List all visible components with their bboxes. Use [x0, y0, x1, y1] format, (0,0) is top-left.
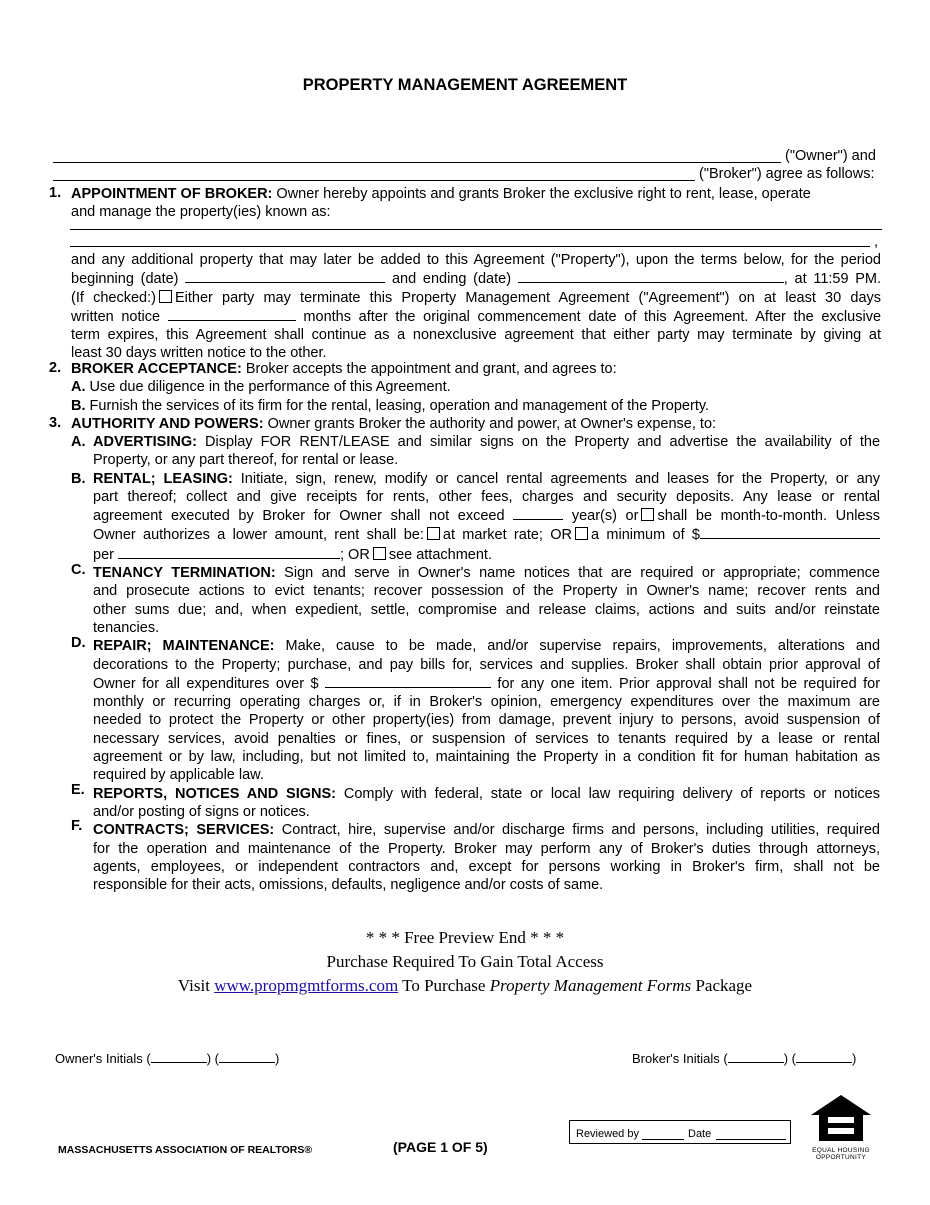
market-rate-checkbox[interactable]	[427, 527, 440, 540]
to-purchase-text: To Purchase	[402, 976, 486, 995]
ending-label: and ending (date)	[391, 271, 512, 288]
early-termination-text: Either party may terminate this Property Management Agreement ("Agreement") on at least 30 days	[174, 289, 882, 306]
subsection-c-label: C.	[71, 562, 86, 579]
section-1-text-2: and manage the property(ies) known as:	[71, 204, 331, 221]
contracts-heading: CONTRACTS; SERVICES:	[93, 822, 275, 839]
equal-housing-text-1: EQUAL HOUSING	[812, 1147, 870, 1154]
expenditure-limit-field[interactable]	[325, 674, 491, 688]
repair-heading: REPAIR; MAINTENANCE:	[93, 638, 275, 655]
section-1	[71, 185, 881, 222]
section-3-heading: AUTHORITY AND POWERS:	[71, 416, 264, 432]
subsection-e-label: E.	[71, 781, 85, 798]
market-rate-text: at market rate; OR	[442, 527, 573, 544]
see-attachment-text: see attachment.	[388, 546, 492, 563]
org-name: MASSACHUSETTS ASSOCIATION OF REALTORS®	[58, 1144, 313, 1156]
repair-text-4: monthly or recurring operating charges or, if in Broker's opinion, emergency expenditures over the maximum are	[93, 694, 880, 711]
contracts-text-2: for the operation and maintenance of the Property. Broker may perform any of Broker's duties through attorneys,	[93, 840, 880, 857]
beginning-date-field[interactable]	[185, 269, 385, 283]
section-3	[71, 415, 881, 433]
minimum-rent-text: a minimum of $	[591, 527, 700, 544]
subsection-labels	[71, 433, 93, 836]
tenancy-text-1: Sign and serve in Owner's name notices that are required or appropriate; commence	[284, 565, 880, 582]
beginning-label: beginning (date)	[71, 271, 179, 288]
reports-text-1: Comply with federal, state or local law requiring delivery of reports or notices	[343, 785, 880, 802]
see-attachment-checkbox[interactable]	[373, 547, 386, 560]
contracts-text-1: Contract, hire, supervise and/or discharge firms and persons, including utilities, required	[281, 822, 880, 839]
equal-housing-icon	[809, 1093, 873, 1143]
reports-heading: REPORTS, NOTICES AND SIGNS:	[93, 785, 337, 802]
section-2b-text: Furnish the services of its firm for the rental, leasing, operation and management of the Property.	[89, 397, 710, 414]
reports-text-2: and/or posting of signs or notices.	[93, 803, 310, 820]
section-1-terms	[71, 251, 881, 363]
section-2-text: Broker accepts the appointment and grant, and agrees to:	[245, 361, 617, 377]
months-text: months after the original commencement date of this Agreement. After the exclusive	[303, 308, 882, 325]
advertising-text: Display FOR RENT/LEASE and similar signs on the Property and advertise the availability of the	[205, 434, 881, 450]
section-2-heading: BROKER ACCEPTANCE:	[71, 361, 242, 377]
rent-period-field[interactable]	[118, 545, 340, 559]
owner-initials-field-1[interactable]	[151, 1051, 207, 1063]
section-2a-label: A.	[71, 379, 86, 396]
repair-text-2: decorations to the Property; purchase, and pay bills for, services and supplies. Broker shall obtain prior approval of	[93, 656, 880, 673]
broker-initials-label: Broker's Initials	[632, 1051, 720, 1066]
term-paragraph-line-1: and any additional property that may later be added to this Agreement ("Property"), upon the terms below, for the period	[71, 252, 881, 268]
preview-end-notice: * * * Free Preview End * * *	[365, 928, 565, 947]
advertising-heading: ADVERTISING:	[93, 434, 197, 450]
expenditure-text: Owner for all expenditures over $	[93, 675, 319, 692]
notice-months-field[interactable]	[168, 307, 296, 321]
subsection-a-label: A.	[71, 434, 86, 450]
tenancy-text-3: other sums due; and, when expedient, settle, compromise and release claims, actions and suits and/or reinstate	[93, 601, 880, 618]
reviewed-by-box	[569, 1120, 791, 1144]
property-address-line-1[interactable]	[70, 229, 882, 230]
rental-text-3: agreement executed by Broker for Owner shall not exceed	[93, 508, 505, 525]
section-2b-label: B.	[71, 397, 86, 414]
date-label: Date	[688, 1128, 712, 1140]
broker-initials: Broker's Initials ( ) ( )	[632, 1051, 857, 1066]
or-text: ; OR	[340, 546, 370, 563]
review-date-field[interactable]	[716, 1139, 786, 1140]
section-3-body	[93, 433, 880, 894]
repair-text-7: agreement or by law, including, but not limited to, maintaining the Property in a condition fit for human habitation as	[93, 749, 880, 766]
rental-text-1: Initiate, sign, renew, modify or cancel rental agreements and leases for the Property, or any	[240, 470, 880, 487]
if-checked-label: (If checked:)	[71, 289, 156, 306]
contracts-text-3: agents, employees, or independent contractors and, except for persons working in Broker's firm, shall not be	[93, 858, 880, 875]
purchase-required-notice: Purchase Required To Gain Total Access	[326, 952, 604, 971]
owner-initials-field-2[interactable]	[219, 1051, 275, 1063]
rental-heading: RENTAL; LEASING:	[93, 470, 233, 487]
month-to-month-text: shall be month-to-month. Unless	[657, 508, 880, 525]
term-paragraph-line-6: least 30 days written notice to the other.	[71, 345, 327, 362]
per-label: per	[93, 546, 114, 563]
broker-initials-field-1[interactable]	[728, 1051, 784, 1063]
broker-suffix: ("Broker") agree as follows:	[699, 166, 875, 182]
rental-text-2: part thereof; collect and give receipts for rents, other fees, charges and security deposits. Any lease or rental	[93, 488, 880, 505]
subsection-b-label: B.	[71, 470, 86, 487]
visit-text: Visit	[177, 976, 210, 995]
owner-initials-label: Owner's Initials	[55, 1051, 143, 1066]
subsection-f-label: F.	[71, 818, 83, 835]
for-text: for	[863, 675, 881, 692]
section-3-number: 3.	[49, 415, 62, 431]
section-2	[71, 360, 881, 415]
owner-suffix: ("Owner") and	[785, 148, 876, 164]
subsection-d-label: D.	[71, 635, 86, 652]
advertising-text-2: Property, or any part thereof, for rental or lease.	[93, 452, 399, 469]
section-1-number: 1.	[49, 185, 62, 201]
tenancy-text-2: and prosecute actions to evict tenants; recover possession of the Property in Owner's name; recover rents and	[93, 583, 880, 600]
repair-text-8: required by applicable law.	[93, 767, 264, 784]
document-title: PROPERTY MANAGEMENT AGREEMENT	[302, 76, 628, 94]
end-time-text: , at 11:59 PM.	[783, 271, 882, 288]
lease-years-field[interactable]	[513, 506, 563, 520]
tenancy-text-4: tenancies.	[93, 619, 160, 636]
address-comma: ,	[874, 234, 879, 250]
term-paragraph-line-5: term expires, this Agreement shall continue as a nonexclusive agreement that either party may terminate by giving at	[71, 327, 881, 344]
section-2-number: 2.	[49, 360, 62, 376]
reviewed-by-field[interactable]	[642, 1139, 684, 1140]
equal-housing-text-2: OPPORTUNITY	[815, 1154, 867, 1161]
package-text: Package	[695, 976, 753, 995]
owner-name-line[interactable]	[53, 162, 781, 163]
equal-housing-logo	[809, 1093, 873, 1161]
month-to-month-checkbox[interactable]	[641, 508, 654, 521]
repair-text-6: necessary services, avoid penalties or fines, or suspension of services to tenants required by a lease or rental	[93, 730, 880, 747]
property-address-line-2[interactable]	[70, 246, 870, 247]
minimum-rent-checkbox[interactable]	[575, 527, 588, 540]
broker-name-line[interactable]	[53, 180, 695, 181]
tenancy-termination-heading: TENANCY TERMINATION:	[93, 565, 276, 582]
early-termination-checkbox[interactable]	[159, 290, 172, 303]
owner-initials: Owner's Initials ( ) ( )	[55, 1051, 280, 1066]
section-2a-text: Use due diligence in the performance of this Agreement.	[89, 379, 451, 396]
repair-text-5: needed to protect the Property or other property(ies) from damage, prevent injury to persons, avoid suspension of	[93, 712, 880, 729]
rent-amount-text: Owner authorizes a lower amount, rent shall be:	[93, 527, 424, 544]
section-3-text: Owner grants Broker the authority and power, at Owner's expense, to:	[267, 416, 717, 432]
ending-date-field[interactable]	[518, 269, 784, 283]
repair-text-1: Make, cause to be made, and/or supervise repairs, improvements, alterations and	[285, 638, 881, 655]
page-number: (PAGE 1 OF 5)	[393, 1139, 488, 1155]
years-text: year(s) or	[571, 508, 639, 525]
section-1-text: Owner hereby appoints and grants Broker the exclusive right to rent, lease, operate	[276, 186, 811, 202]
purchase-link-line	[0, 976, 930, 996]
package-name: Property Management Forms	[489, 976, 692, 995]
broker-initials-field-2[interactable]	[796, 1051, 852, 1063]
reviewed-by-label: Reviewed by	[576, 1128, 639, 1140]
contracts-text-4: responsible for their acts, omissions, defaults, negligence and/or costs of same.	[93, 877, 604, 894]
propmgmtforms-link[interactable]: www.propmgmtforms.com	[214, 976, 399, 995]
prior-approval-text: for any one item. Prior approval shall not be required	[497, 675, 857, 692]
section-1-heading: APPOINTMENT OF BROKER:	[71, 186, 273, 202]
minimum-rent-field[interactable]	[700, 525, 880, 539]
written-notice-label: written notice	[71, 308, 161, 325]
